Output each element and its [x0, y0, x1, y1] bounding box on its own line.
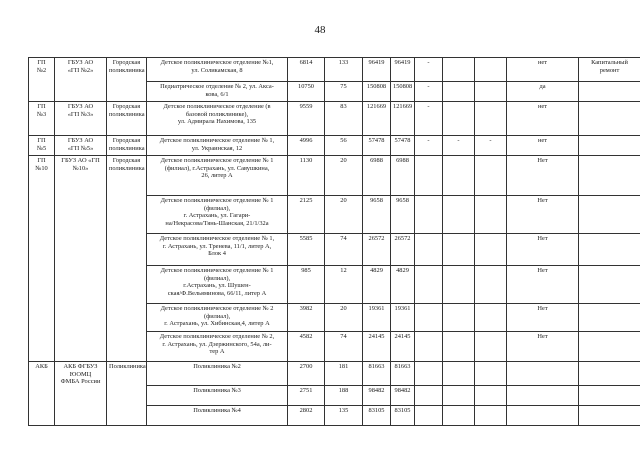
cell-type [107, 58, 147, 102]
cell-department-text: Детское поликлиническое отделение № 1, г. Астрахань, ул. Тренева, 11/1, литер А, Блок 4 [159, 235, 275, 258]
cell-c5-text: 6814 [299, 59, 313, 66]
cell-c10 [443, 266, 475, 304]
cell-c10 [443, 304, 475, 332]
cell-code-text: АКБ [35, 363, 48, 370]
cell-org-text: АКБ ФГБУЗ ЮОМЦ ФМБА России [60, 363, 101, 386]
cell-c10 [443, 156, 475, 196]
cell-c6-text: 188 [338, 387, 349, 394]
cell-c13 [579, 266, 640, 304]
cell-c12-text: Нет [537, 333, 548, 340]
cell-c5 [288, 332, 325, 362]
cell-c12 [507, 234, 579, 266]
cell-c8 [391, 196, 415, 234]
cell-c12-text: Нет [537, 235, 548, 242]
cell-c6-text: 181 [338, 363, 349, 370]
cell-c5-text: 4582 [299, 333, 313, 340]
cell-c6 [325, 304, 363, 332]
cell-department-text: Детское поликлиническое отделение № 1 (филиал), г. Астрахань, ул. Гагари- на/Некрасова/Тянь-Шанская, 21/1/32а [160, 197, 274, 227]
cell-c13 [579, 386, 640, 406]
cell-c9 [415, 304, 443, 332]
cell-c13 [579, 304, 640, 332]
cell-c7-text: 81663 [368, 363, 385, 370]
cell-c11 [475, 332, 507, 362]
cell-c6 [325, 332, 363, 362]
cell-c6-text: 20 [340, 305, 347, 312]
cell-department [147, 234, 288, 266]
cell-c7-text: 26572 [368, 235, 385, 242]
cell-code [29, 156, 55, 362]
cell-c5 [288, 102, 325, 136]
cell-c7 [363, 362, 391, 386]
cell-c13 [579, 234, 640, 266]
cell-c6-text: 56 [340, 137, 347, 144]
cell-c5-text: 985 [301, 267, 311, 274]
cell-c12 [507, 386, 579, 406]
facilities-table [28, 57, 640, 426]
cell-c12 [507, 332, 579, 362]
cell-c8-text: 6988 [396, 157, 409, 164]
cell-org-text: ГБУЗ АО «ГП №2» [67, 59, 94, 74]
cell-c10 [443, 136, 475, 156]
cell-c7-text: 9658 [370, 197, 383, 204]
cell-c6-text: 74 [340, 235, 347, 242]
cell-c12 [507, 406, 579, 426]
cell-department-text: Детское поликлиническое отделение № 2 (филиал), г. Астрахань, ул. Хибинская,4, литер А [160, 305, 274, 328]
cell-c10 [443, 196, 475, 234]
cell-c11 [475, 304, 507, 332]
cell-c5-text: 2700 [299, 363, 313, 370]
cell-type [107, 362, 147, 426]
cell-c5-text: 1130 [299, 157, 313, 164]
cell-code-text: ГП №5 [36, 137, 47, 152]
cell-c8-text: 96419 [394, 59, 411, 66]
cell-c9 [415, 196, 443, 234]
cell-c7-text: 57478 [368, 137, 385, 144]
cell-c11 [475, 234, 507, 266]
cell-department [147, 362, 288, 386]
cell-c7 [363, 234, 391, 266]
cell-department [147, 266, 288, 304]
cell-c12 [507, 136, 579, 156]
cell-org-text: ГБУЗ АО «ГП №10» [61, 157, 100, 172]
cell-c8-text: 24145 [394, 333, 411, 340]
cell-c13 [579, 196, 640, 234]
cell-c10 [443, 58, 475, 82]
cell-department [147, 102, 288, 136]
cell-org [55, 102, 107, 136]
cell-department-text: Детское поликлиническое отделение № 1, ул. Украинская, 12 [159, 137, 275, 152]
cell-c6-text: 74 [340, 333, 347, 340]
cell-department [147, 304, 288, 332]
cell-c10 [443, 386, 475, 406]
cell-c8 [391, 82, 415, 102]
cell-c11 [475, 386, 507, 406]
cell-department [147, 156, 288, 196]
cell-c9 [415, 58, 443, 82]
cell-department-text: Детское поликлиническое отделение № 2, г. Астрахань, ул. Дзержинского, 54а, ли- тер А [159, 333, 275, 356]
cell-c5-text: 3982 [299, 305, 313, 312]
cell-c11 [475, 156, 507, 196]
cell-c7-text: 24145 [368, 333, 385, 340]
cell-c8-text: 81663 [394, 363, 411, 370]
cell-c11 [475, 266, 507, 304]
cell-c10-text: - [457, 137, 460, 144]
cell-code [29, 362, 55, 426]
cell-department [147, 332, 288, 362]
cell-code-text: ГП №3 [36, 103, 47, 118]
cell-c6 [325, 234, 363, 266]
cell-c6 [325, 156, 363, 196]
cell-c7 [363, 82, 391, 102]
cell-c9-text: - [427, 103, 430, 110]
cell-c12 [507, 102, 579, 136]
cell-c8-text: 19361 [394, 305, 411, 312]
cell-org [55, 136, 107, 156]
cell-type-text: Городская поликлиника [109, 59, 145, 74]
cell-c5 [288, 234, 325, 266]
cell-c7 [363, 156, 391, 196]
cell-c13 [579, 82, 640, 102]
cell-org [55, 362, 107, 426]
cell-c8 [391, 386, 415, 406]
cell-type [107, 156, 147, 362]
cell-c5 [288, 58, 325, 82]
cell-department-text: Детское поликлиническое отделение № 1 (филиал), г.Астрахань, ул. Шушен- ская/Ф.Вельяминова, 66/11, литер А [160, 267, 274, 297]
cell-c8-text: 121669 [393, 103, 413, 110]
cell-org [55, 58, 107, 102]
cell-c8-text: 83105 [394, 407, 411, 414]
cell-org [55, 156, 107, 362]
cell-department [147, 136, 288, 156]
cell-c10 [443, 82, 475, 102]
cell-c13 [579, 156, 640, 196]
cell-type-text: Городская поликлиника [109, 157, 145, 172]
cell-type-text: Поликлиника [109, 363, 146, 370]
cell-c13 [579, 406, 640, 426]
table-row [29, 362, 640, 386]
cell-c12-text: Нет [537, 157, 548, 164]
cell-c5-text: 2802 [299, 407, 313, 414]
cell-c9 [415, 266, 443, 304]
cell-org-text: ГБУЗ АО «ГП №5» [67, 137, 94, 152]
cell-c6 [325, 58, 363, 82]
cell-c12 [507, 58, 579, 82]
cell-c7 [363, 58, 391, 82]
cell-c8 [391, 234, 415, 266]
cell-c7 [363, 136, 391, 156]
cell-c6 [325, 362, 363, 386]
cell-c5 [288, 196, 325, 234]
cell-c11 [475, 102, 507, 136]
cell-department-text: Детское поликлиническое отделение (в базовой поликлинике), ул. Адмирала Нахимова, 135 [163, 103, 271, 126]
cell-c9 [415, 386, 443, 406]
cell-c12 [507, 82, 579, 102]
cell-code-text: ГП №2 [36, 59, 47, 74]
cell-c13 [579, 58, 640, 82]
cell-c9 [415, 406, 443, 426]
cell-c11 [475, 136, 507, 156]
cell-type-text: Городская поликлиника [109, 137, 145, 152]
cell-c8 [391, 266, 415, 304]
cell-c8 [391, 304, 415, 332]
cell-c6 [325, 196, 363, 234]
cell-c10 [443, 406, 475, 426]
table-row [29, 136, 640, 156]
cell-c5-text: 2125 [299, 197, 313, 204]
cell-department-text: Педиатрическое отделение № 2, ул. Акса- кова, 6/1 [160, 83, 274, 98]
cell-c8-text: 26572 [394, 235, 411, 242]
cell-c7-text: 98482 [368, 387, 385, 394]
cell-c8 [391, 136, 415, 156]
cell-c12 [507, 196, 579, 234]
cell-c9 [415, 82, 443, 102]
cell-c12-text: да [539, 83, 546, 90]
cell-c8-text: 9658 [396, 197, 409, 204]
cell-c7-text: 19361 [368, 305, 385, 312]
cell-c7 [363, 386, 391, 406]
cell-c6 [325, 266, 363, 304]
cell-type [107, 102, 147, 136]
cell-code [29, 136, 55, 156]
cell-c5-text: 4996 [299, 137, 313, 144]
cell-c12 [507, 304, 579, 332]
cell-c5-text: 9559 [299, 103, 313, 110]
cell-c11-text: - [489, 137, 492, 144]
table-row [29, 156, 640, 196]
cell-type-text: Городская поликлиника [109, 103, 145, 118]
cell-c13 [579, 136, 640, 156]
cell-c7-text: 121669 [366, 103, 387, 110]
cell-c9 [415, 234, 443, 266]
cell-c7-text: 4829 [370, 267, 383, 274]
cell-c7 [363, 332, 391, 362]
cell-c6-text: 20 [340, 197, 347, 204]
cell-c7-text: 6988 [370, 157, 383, 164]
cell-code [29, 58, 55, 102]
cell-c8 [391, 362, 415, 386]
cell-c13 [579, 332, 640, 362]
cell-department [147, 406, 288, 426]
cell-c8-text: 57478 [394, 137, 411, 144]
cell-c13 [579, 102, 640, 136]
cell-c5 [288, 362, 325, 386]
cell-c9-text: - [427, 59, 430, 66]
cell-c10 [443, 102, 475, 136]
cell-c7 [363, 196, 391, 234]
cell-c8 [391, 102, 415, 136]
cell-c12-text: нет [537, 103, 548, 110]
cell-c9-text: - [427, 137, 430, 144]
cell-c12 [507, 362, 579, 386]
cell-c5 [288, 386, 325, 406]
cell-c6 [325, 386, 363, 406]
cell-type [107, 136, 147, 156]
cell-c6-text: 75 [340, 83, 347, 90]
cell-c9 [415, 156, 443, 196]
cell-c7-text: 150808 [366, 83, 387, 90]
cell-c5 [288, 304, 325, 332]
cell-c6-text: 133 [338, 59, 349, 66]
cell-c8 [391, 156, 415, 196]
cell-c6 [325, 102, 363, 136]
cell-c5 [288, 406, 325, 426]
cell-c10 [443, 234, 475, 266]
cell-c7 [363, 102, 391, 136]
cell-c6 [325, 136, 363, 156]
cell-c12-text: Нет [537, 267, 548, 274]
cell-c13 [579, 362, 640, 386]
cell-c5-text: 2751 [299, 387, 313, 394]
cell-c6 [325, 406, 363, 426]
cell-c9 [415, 136, 443, 156]
cell-c5-text: 10750 [298, 83, 314, 90]
cell-c8 [391, 332, 415, 362]
cell-c6-text: 20 [340, 157, 347, 164]
cell-department-text: Поликлиника №2 [193, 363, 241, 370]
page-number: 48 [314, 24, 326, 36]
cell-c11 [475, 362, 507, 386]
cell-c12-text: нет [537, 137, 548, 144]
cell-c6-text: 135 [338, 407, 349, 414]
cell-c10 [443, 332, 475, 362]
cell-c9-text: - [427, 83, 430, 90]
cell-c11 [475, 406, 507, 426]
cell-c12 [507, 266, 579, 304]
table-row [29, 102, 640, 136]
cell-c11 [475, 196, 507, 234]
cell-org-text: ГБУЗ АО «ГП №3» [67, 103, 94, 118]
cell-department [147, 386, 288, 406]
cell-c12-text: нет [537, 59, 548, 66]
cell-c7 [363, 304, 391, 332]
cell-c5-text: 5585 [299, 235, 313, 242]
cell-code-text: ГП №10 [35, 157, 48, 172]
cell-c5 [288, 266, 325, 304]
table-row [29, 58, 640, 82]
cell-c9 [415, 102, 443, 136]
cell-c8-text: 98482 [394, 387, 411, 394]
cell-c10 [443, 362, 475, 386]
cell-code [29, 102, 55, 136]
cell-department-text: Детское поликлиническое отделение № 1 (филиал), г.Астрахань, ул. Савушкина, 26, литер А [160, 157, 274, 180]
cell-c5 [288, 82, 325, 102]
cell-c7-text: 96419 [368, 59, 385, 66]
cell-c12 [507, 156, 579, 196]
cell-department [147, 82, 288, 102]
cell-c5 [288, 136, 325, 156]
cell-c12-text: Нет [537, 197, 548, 204]
cell-c7 [363, 266, 391, 304]
cell-department-text: Детское поликлиническое отделение №1, ул. Соликамская, 8 [160, 59, 274, 74]
cell-c6 [325, 82, 363, 102]
cell-c9 [415, 332, 443, 362]
cell-c7-text: 83105 [368, 407, 385, 414]
cell-c8-text: 150808 [393, 83, 413, 90]
cell-c8 [391, 406, 415, 426]
cell-c7 [363, 406, 391, 426]
cell-c11 [475, 58, 507, 82]
cell-c9 [415, 362, 443, 386]
cell-c6-text: 12 [340, 267, 347, 274]
cell-c13-text: Капитальный ремонт [591, 59, 628, 74]
cell-c5 [288, 156, 325, 196]
cell-c6-text: 83 [340, 103, 347, 110]
cell-c12-text: Нет [537, 305, 548, 312]
cell-department [147, 196, 288, 234]
cell-department-text: Поликлиника №3 [193, 387, 241, 394]
cell-c8 [391, 58, 415, 82]
cell-c8-text: 4829 [396, 267, 409, 274]
cell-department [147, 58, 288, 82]
cell-c11 [475, 82, 507, 102]
cell-department-text: Поликлиника №4 [193, 407, 241, 414]
